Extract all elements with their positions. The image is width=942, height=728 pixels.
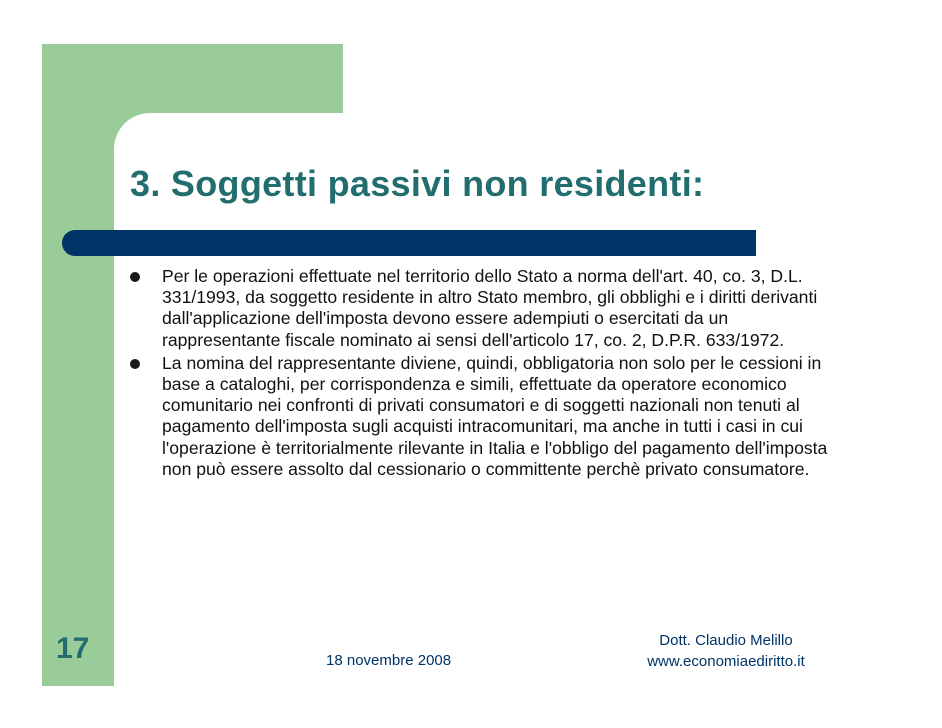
bullet-list (130, 266, 850, 482)
bullet-item (130, 266, 850, 351)
slide-title: 3. Soggetti passivi non residenti: (130, 163, 705, 204)
footer-author-block (630, 630, 822, 672)
footer-website: www.economiaediritto.it (647, 653, 805, 670)
bullet-dot-icon (130, 359, 140, 369)
footer-date: 18 novembre 2008 (326, 652, 452, 669)
bullet-text: La nomina del rappresentante diviene, quindi, obbligatoria non solo per le cessioni in base a cataloghi, per corrispondenza e simili, effettuate da operatore economico comunitario nei confronti di privati consumatori e di soggetti nazionali non tenuti al pagamento dell'imposta sugli acquisti intracomunitari, ma anche in tutti i casi in cui l'operazione è territorialmente rilevante in Italia e l'obbligo del pagamento dell'imposta non può essere assolto dal cessionario o committente perchè privato consumatore. (162, 352, 828, 479)
bullet-text: Per le operazioni effettuate nel territorio dello Stato a norma dell'art. 40, co. 3, D.L. 331/1993, da soggetto residente in altro Stato membro, gli obblighi e i diritti derivanti dall'applicazione dell'imposta devono essere adempiuti o esercitati da un rappresentante fiscale nominato ai sensi dell'articolo 17, co. 2, D.P.R. 633/1972. (162, 266, 818, 350)
bullet-dot-icon (130, 272, 140, 282)
title-underline-bar (62, 230, 756, 256)
bullet-item (130, 353, 850, 480)
footer-author-name: Dott. Claudio Melillo (659, 632, 793, 649)
slide-number: 17 (56, 632, 90, 665)
